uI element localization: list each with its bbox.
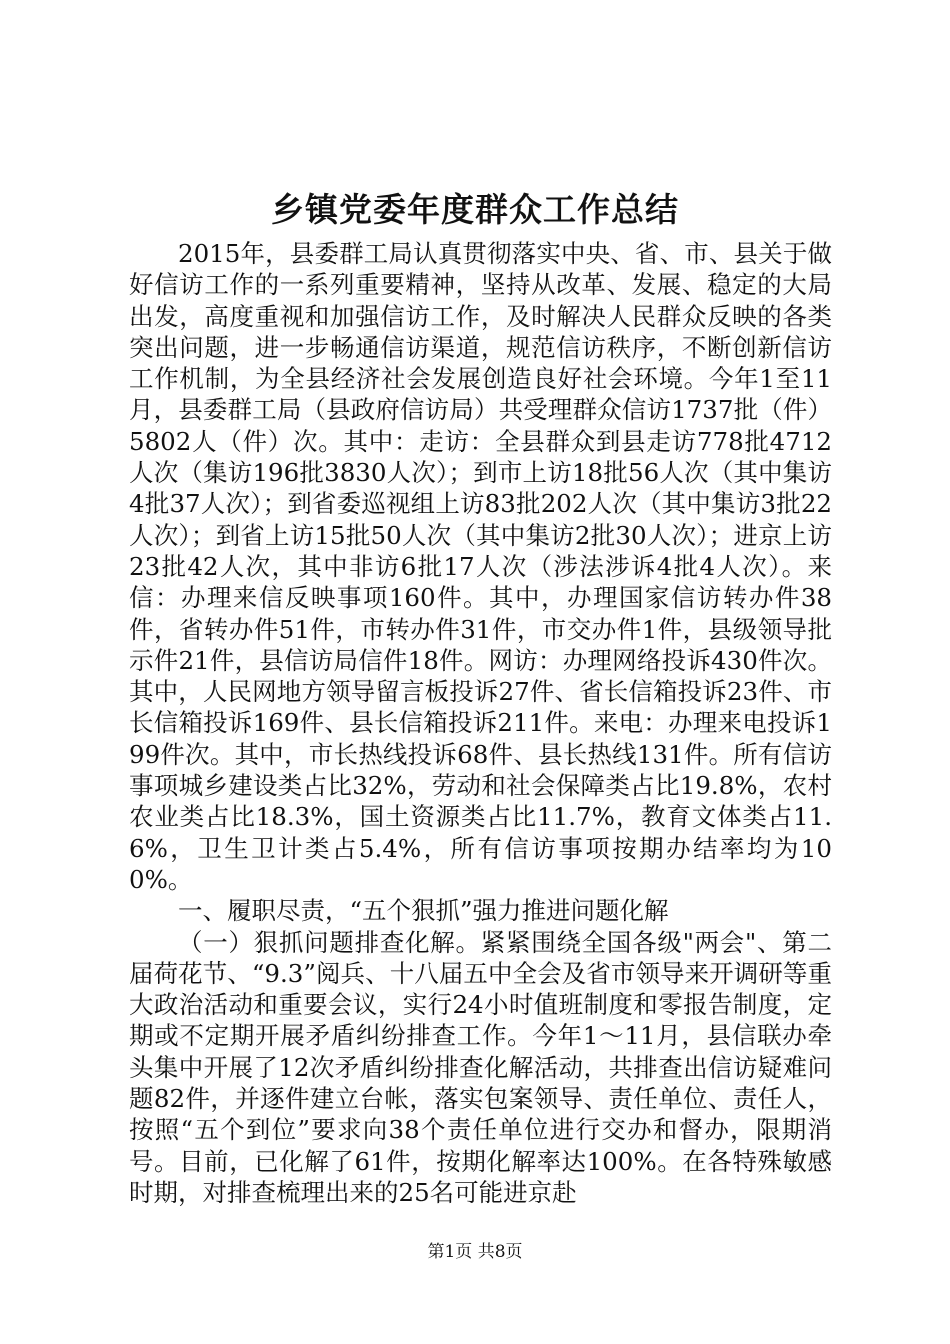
document-title: 乡镇党委年度群众工作总结 bbox=[271, 190, 679, 229]
paragraph-subsection: （一）狠抓问题排查化解。紧紧围绕全国各级"两会"、第二届荷花节、“9.3”阅兵、十八届五中全会及省市领导来开调研等重大政治活动和重要会议，实行24小时值班制度和零报告制度，定期或不定期开展矛盾纠纷排查工作。今年1～11月，县信联办牵头集中开展了12次矛盾纠纷排查化解活动，共排查出信访疑难问题82件，并逐件建立台帐，落实包案领导、责任单位、责任人，按照“五个到位”要求向38个责任单位进行交办和督办，限期消号。目前，已化解了61件，按期化解率达100%。在各特殊敏感时期，对排查梳理出来的25名可能进京赴 bbox=[129, 927, 832, 1207]
section-heading: 一、履职尽责，“五个狠抓”强力推进问题化解 bbox=[178, 896, 669, 926]
page-footer: 第1页 共8页 bbox=[427, 1242, 523, 1262]
paragraph-intro: 2015年，县委群工局认真贯彻落实中央、省、市、县关于做好信访工作的一系列重要精神，坚持从改革、发展、稳定的大局出发，高度重视和加强信访工作，及时解决人民群众反映的各类突出问题，进一步畅通信访渠道，规范信访秩序，不断创新信访工作机制，为全县经济社会发展创造良好社会环境。今年1至11月，县委群工局（县政府信访局）共受理群众信访1737批（件）5802人（件）次。其中：走访：全县群众到县走访778批4712人次（集访196批3830人次）；到市上访18批56人次（其中集访4批37人次）；到省委巡视组上访83批202人次（其中集访3批22人次）；到省上访15批50人次（其中集访2批30人次）；进京上访23批42人次，其中非访6批17人次（涉法涉诉4批4人次）。来信：办理来信反映事项160件。其中，办理国家信访转办件38件，省转办件51件，市转办件31件，市交办件1件，县级领导批示件21件，县信访局信件18件。网访：办理网络投诉430件次。其中，人民网地方领导留言板投诉27件、省长信箱投诉23件、市长信箱投诉169件、县长信箱投诉211件。来电：办理来电投诉199件次。其中，市长热线投诉68件、县长热线131件。所有信访事项城乡建设类占比32%，劳动和社会保障类占比19.8%，农村农业类占比18.3%，国土资源类占比11.7%，教育文体类占11.6%，卫生卫计类占5.4%，所有信访事项按期办结率均为100%。 bbox=[129, 239, 832, 894]
document-body bbox=[129, 238, 832, 1208]
